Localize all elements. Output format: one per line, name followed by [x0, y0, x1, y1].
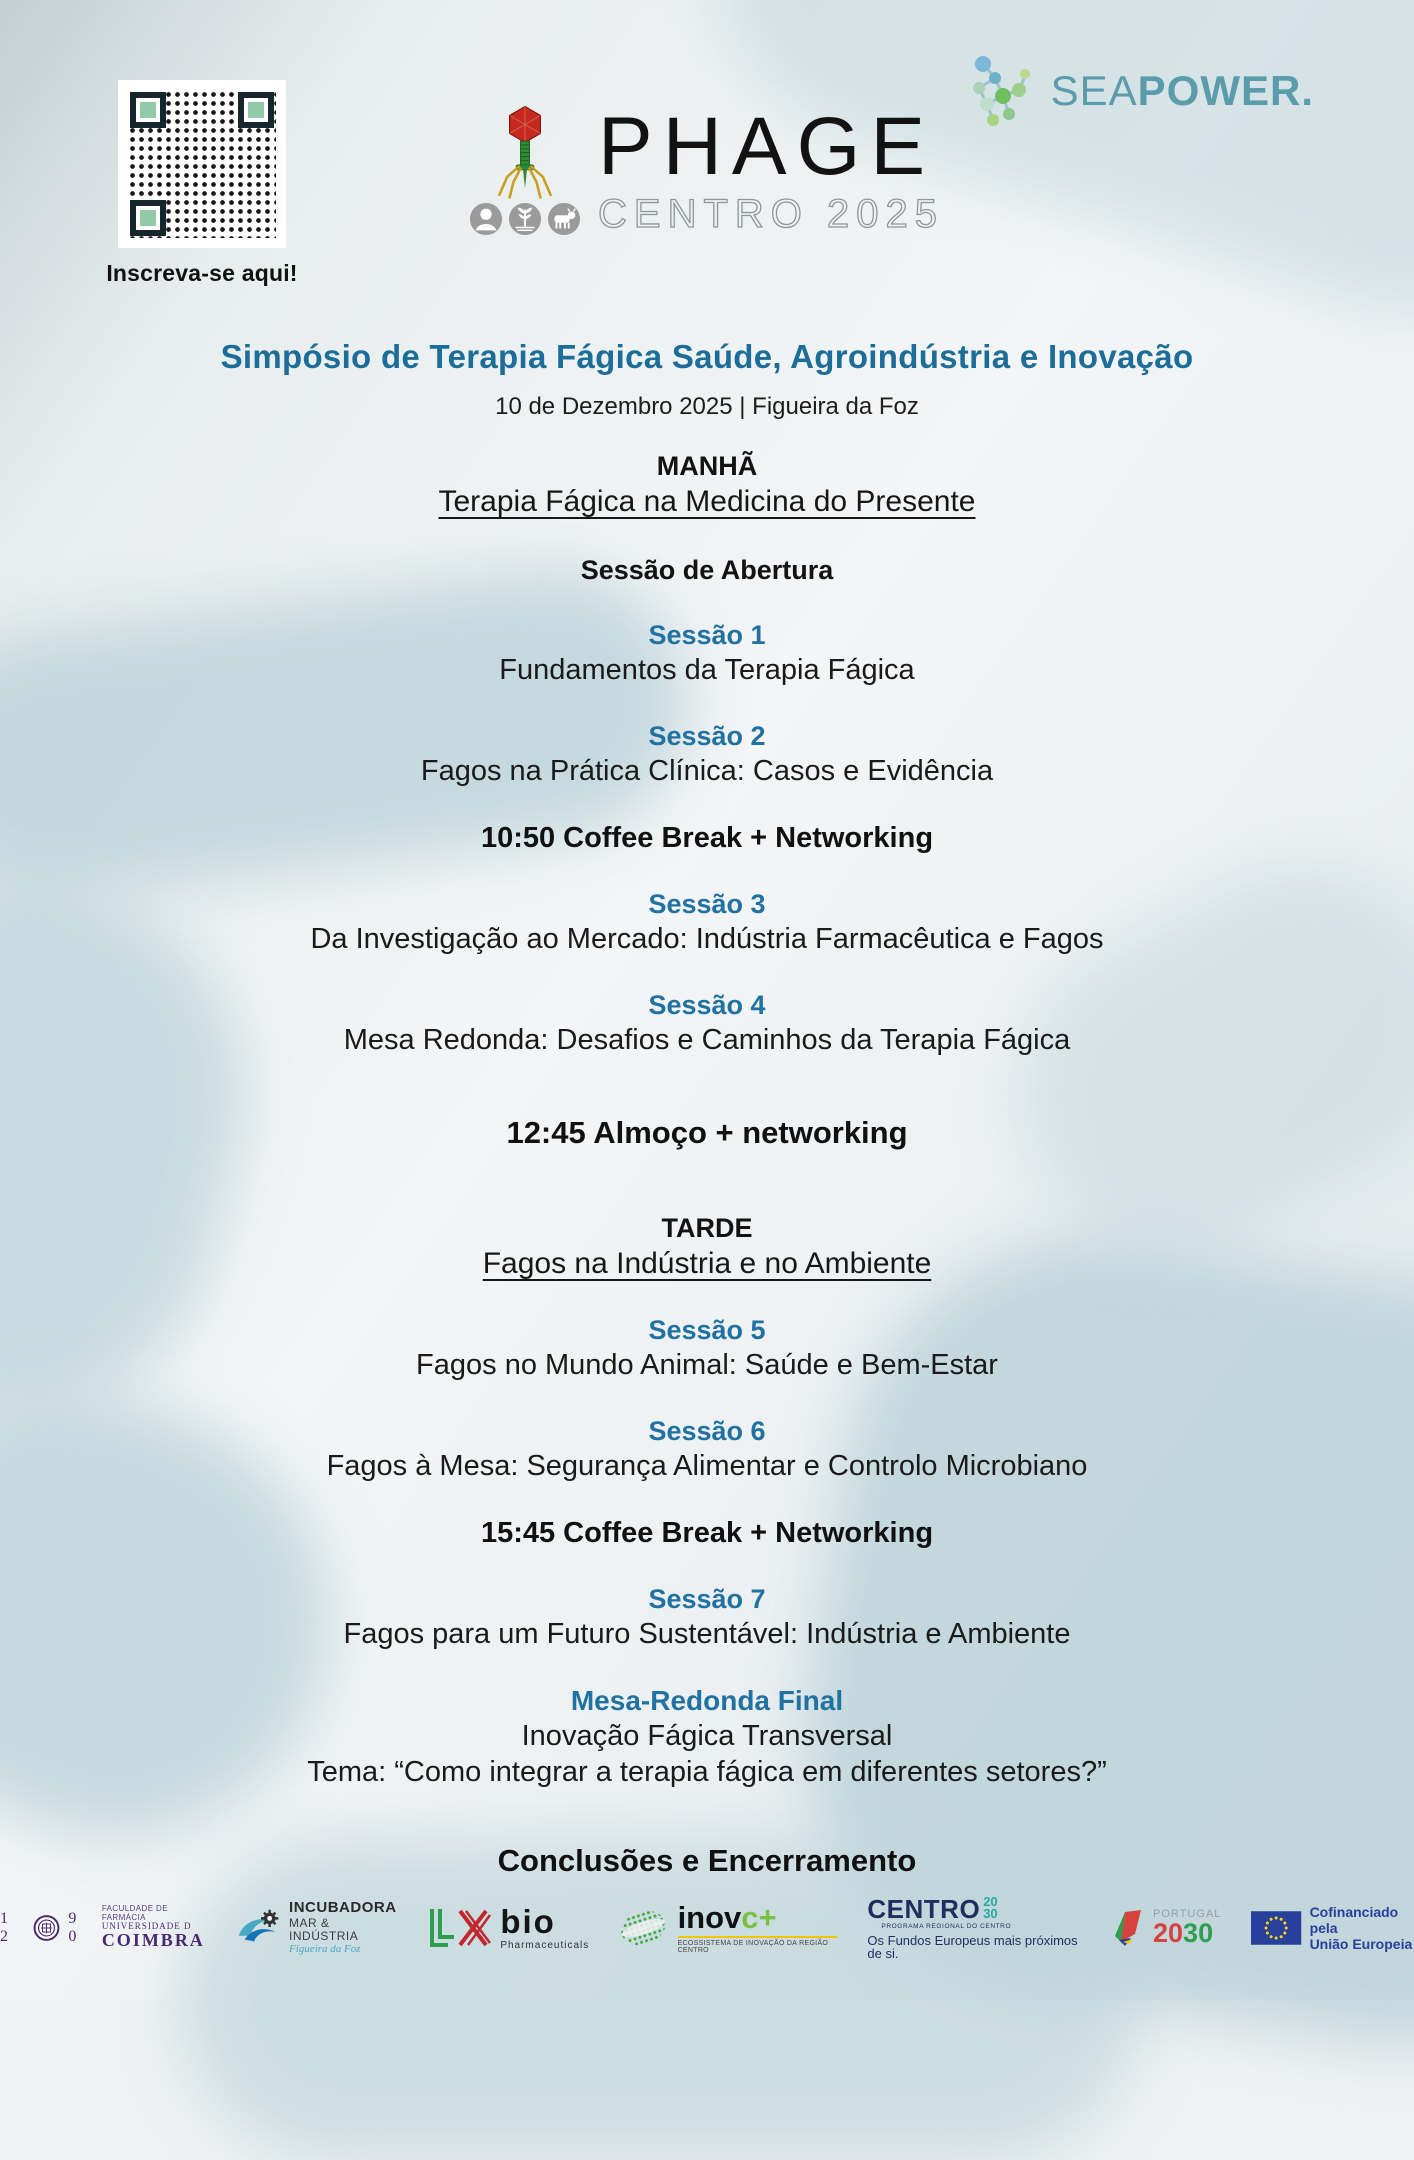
period-morning-title: Terapia Fágica na Medicina do Presente [438, 485, 976, 518]
phage-icon [479, 104, 571, 200]
session-title: Mesa Redonda: Desafios e Caminhos da Terapia Fágica [343, 1024, 1071, 1056]
incubadora-line3: Figueira da Foz [289, 1943, 361, 1956]
final-roundtable-label: Mesa-Redonda Final [570, 1685, 844, 1716]
session-label: Sessão 6 [648, 1416, 766, 1446]
coimbra-logo [0, 1905, 205, 1950]
portugal-year-green: 30 [1183, 1917, 1214, 1948]
closing-line: Conclusões e Encerramento [497, 1843, 917, 1878]
period-morning: MANHÃ [656, 451, 758, 481]
dotted-globe-icon [619, 1904, 669, 1952]
incubadora-logo [235, 1900, 399, 1955]
session-label: Sessão 1 [648, 620, 766, 650]
period-afternoon: TARDE [661, 1213, 753, 1243]
centro-year-top: 20 [983, 1894, 998, 1909]
eu-line1: Cofinanciado pela [1309, 1903, 1399, 1936]
lxbio-word: bio [500, 1902, 556, 1940]
session-title: Fagos na Prática Clínica: Casos e Evidência [420, 755, 994, 787]
lx-icon [428, 1905, 492, 1951]
centro-sub: PROGRAMA REGIONAL DO CENTRO [881, 1923, 1012, 1930]
incubadora-line1: INCUBADORA [289, 1899, 397, 1917]
final-roundtable-line1: Inovação Fágica Transversal [521, 1720, 893, 1752]
inovc-word [677, 1899, 777, 1935]
centro-tagline: Os Fundos Europeus mais próximos de si. [867, 1932, 1078, 1961]
qr-caption: Inscreva-se aqui! [106, 260, 298, 286]
centro-word: CENTRO [867, 1894, 981, 1924]
lxbio-logo [428, 1902, 590, 1951]
date-location: 10 de Dezembro 2025 | Figueira da Foz [495, 393, 919, 420]
portugal-year [1153, 1917, 1214, 1948]
lunch-break: 12:45 Almoço + networking [506, 1115, 908, 1150]
centro-wordmark: CENTRO 2025 [598, 192, 944, 236]
coimbra-line2: UNIVERSIDADE D [101, 1920, 192, 1931]
inovc-logo [619, 1899, 837, 1954]
period-afternoon-title: Fagos na Indústria e no Ambiente [482, 1247, 932, 1280]
seapower-power: POWER. [1137, 67, 1314, 114]
session-label: Sessão 4 [648, 990, 766, 1020]
coimbra-line1: FACULDADE DE FARMÁCIA [101, 1904, 168, 1922]
partner-logos [0, 1896, 1414, 1960]
inovc-sub: ECOSSISTEMA DE INOVAÇÃO DA REGIÃO CENTRO [678, 1936, 838, 1954]
portugal-word: PORTUGAL [1153, 1907, 1222, 1920]
session-title: Fundamentos da Terapia Fágica [499, 654, 915, 686]
page-title: Simpósio de Terapia Fágica Saúde, Agroindústria e Inovação [220, 338, 1194, 375]
sector-icons [469, 202, 581, 236]
session-title: Da Investigação ao Mercado: Indústria Farmacêutica e Fagos [310, 923, 1104, 955]
inovc-green: c+ [741, 1899, 777, 1935]
coffee-break-morning: 10:50 Coffee Break + Networking [480, 822, 934, 854]
incubadora-line2: MAR & INDÚSTRIA [289, 1915, 359, 1943]
person-icon [469, 202, 503, 236]
session-title: Fagos para um Futuro Sustentável: Indústria e Ambiente [343, 1618, 1071, 1650]
seal-icon [33, 1911, 60, 1945]
coimbra-line3: COIMBRA [101, 1930, 205, 1951]
eu-cofinance-logo [1251, 1904, 1414, 1952]
cow-icon [547, 202, 581, 236]
inovc-black: inov [677, 1899, 742, 1935]
program [0, 338, 1414, 1879]
plant-icon [508, 202, 542, 236]
session-title: Fagos à Mesa: Segurança Alimentar e Controlo Microbiano [326, 1450, 1088, 1482]
session-label: Sessão 3 [648, 889, 766, 919]
coimbra-year-right: 9 0 [68, 1909, 81, 1945]
portugal-flag-icon [1111, 1908, 1145, 1948]
session-label: Sessão 2 [648, 721, 766, 751]
centro-years [983, 1896, 997, 1921]
phage-logo [0, 101, 1414, 236]
phage-wordmark: PHAGE [598, 101, 936, 192]
lxbio-sub: Pharmaceuticals [500, 1939, 590, 1951]
session-label: Sessão 7 [648, 1584, 766, 1614]
centro-year-bottom: 30 [983, 1906, 998, 1922]
session-title: Fagos no Mundo Animal: Saúde e Bem-Estar [416, 1349, 998, 1381]
eu-line2: União Europeia [1309, 1935, 1413, 1952]
portugal2030-logo [1111, 1908, 1221, 1948]
wave-gear-icon [235, 1906, 281, 1950]
final-roundtable-line2: Tema: “Como integrar a terapia fágica em diferentes setores?” [307, 1756, 1107, 1788]
coimbra-year-left: 1 2 [0, 1909, 12, 1945]
session-label: Sessão 5 [648, 1315, 766, 1345]
portugal-year-red: 20 [1153, 1917, 1184, 1948]
eu-text [1310, 1904, 1414, 1952]
eu-flag-icon [1251, 1908, 1301, 1948]
centro2030-logo [867, 1896, 1081, 1960]
seapower-sea: SEA [1050, 67, 1138, 114]
opening-session: Sessão de Abertura [580, 555, 834, 585]
coffee-break-afternoon: 15:45 Coffee Break + Networking [480, 1517, 934, 1549]
